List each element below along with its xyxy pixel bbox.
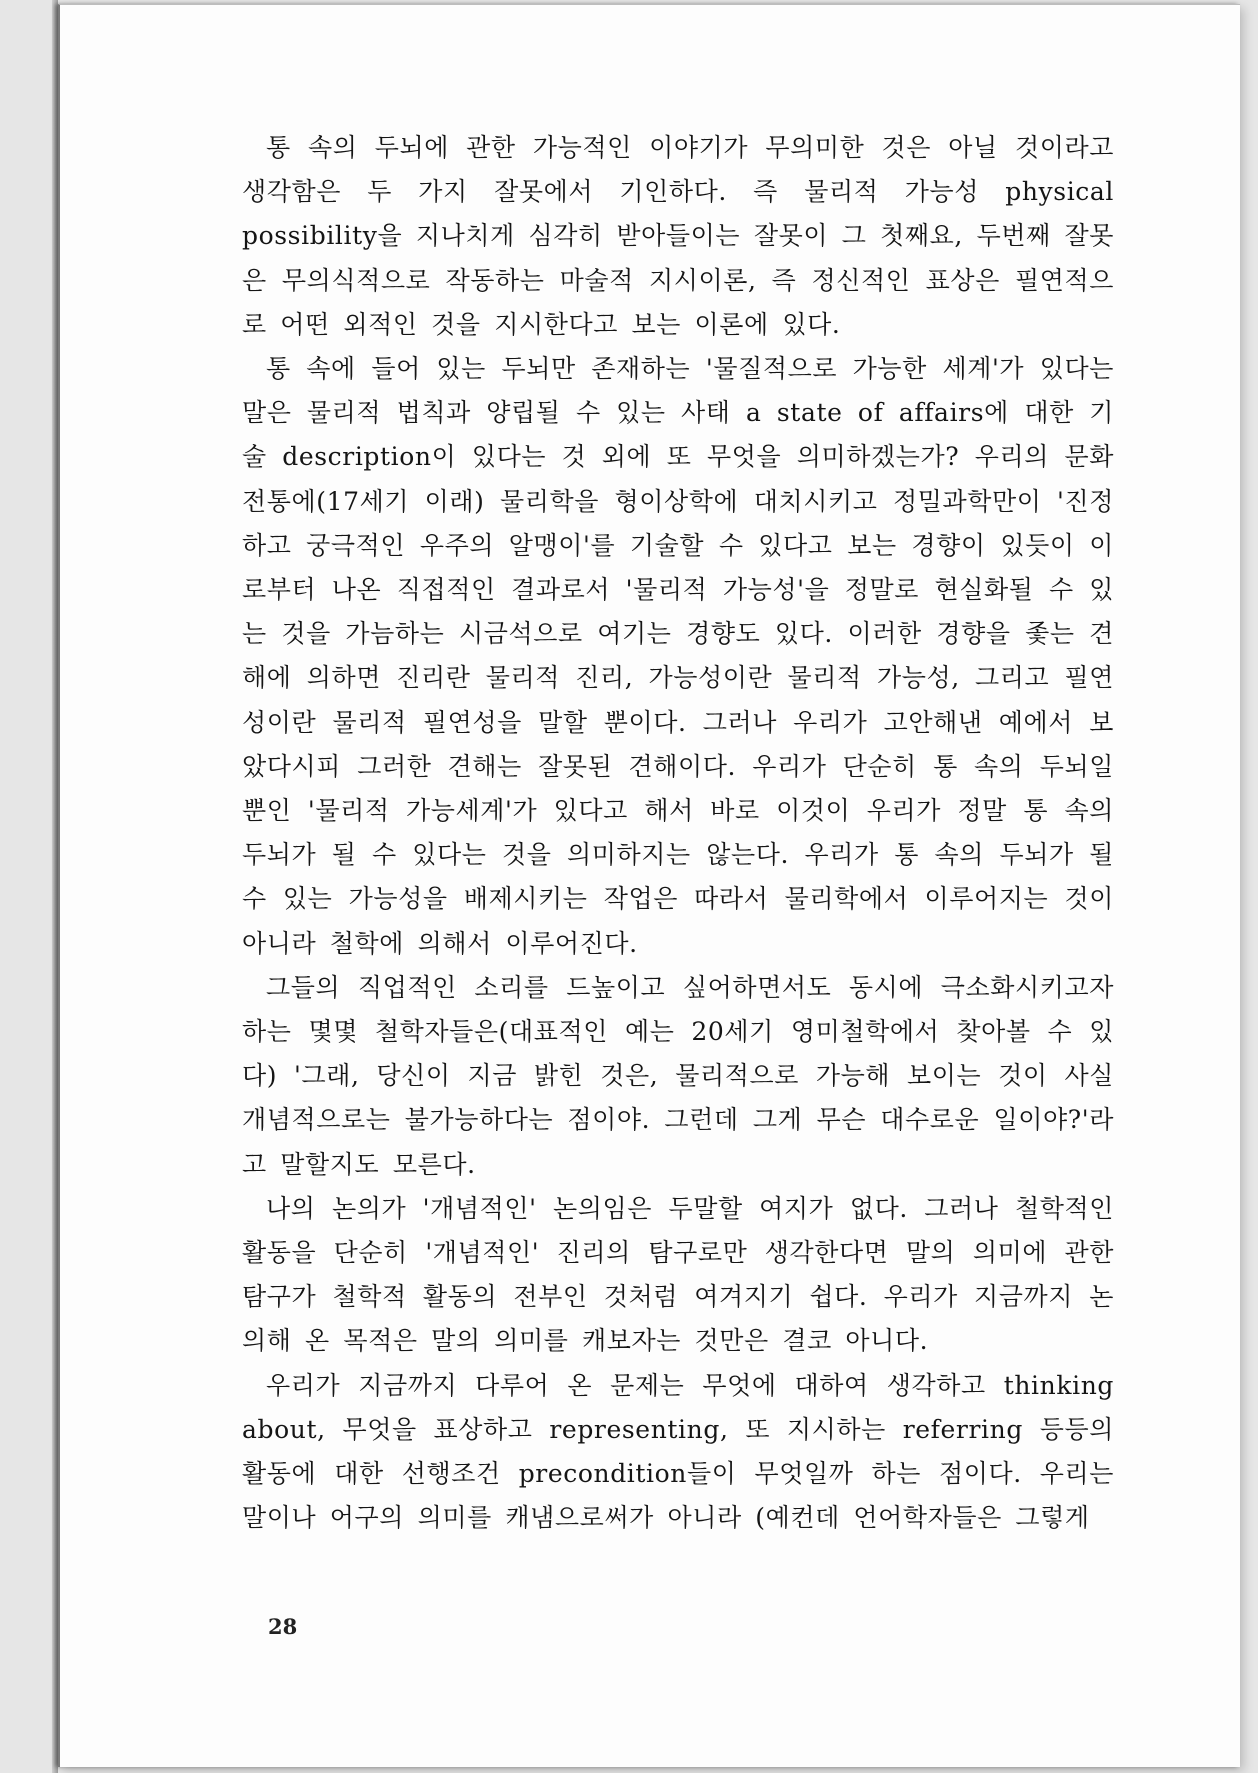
paragraph-5: 우리가 지금까지 다루어 온 문제는 무엇에 대하여 생각하고 thinking about, 무엇을 표상하고 representing, 또 지시하는 referring 등등의 활동에 대한 선행조건 precondition들이 무엇일까 하는 점이다. 우리는 말이나 어구의 의미를 캐냄으로써가 아니라 (예컨데 언어학자들은 그렇게 [242, 1370, 1114, 1533]
body-text [242, 126, 1114, 1541]
paragraph-1: 통 속의 두뇌에 관한 가능적인 이야기가 무의미한 것은 아닐 것이라고 생각함은 두 가지 잘못에서 기인하다. 즉 물리적 가능성 physical possibility을 지나치게 심각히 받아들이는 잘못이 그 첫째요, 두번째 잘못은 무의식적으로 작동하는 마술적 지시이론, 즉 정신적인 표상은 필연적으로 어떤 외적인 것을 지시한다고 보는 이론에 있다. [242, 133, 1114, 339]
paragraph-3: 그들의 직업적인 소리를 드높이고 싶어하면서도 동시에 극소화시키고자 하는 몇몇 철학자들은(대표적인 예는 20세기 영미철학에서 찾아볼 수 있다) '그래, 당신이 지금 밝힌 것은, 물리적으로 가능해 보이는 것이 사실 개념적으로는 불가능하다는 점이야. 그런데 그게 무슨 대수로운 일이야?'라고 말할지도 모른다. [242, 972, 1114, 1179]
paragraph-4: 나의 논의가 '개념적인' 논의임은 두말할 여지가 없다. 그러나 철학적인 활동을 단순히 '개념적인' 진리의 탐구로만 생각한다면 말의 의미에 관한 탐구가 철학적 활동의 전부인 것처럼 여겨지기 쉽다. 우리가 지금까지 논의해 온 목적은 말의 의미를 캐보자는 것만은 결코 아니다. [242, 1193, 1114, 1356]
paragraph-2: 통 속에 들어 있는 두뇌만 존재하는 '물질적으로 가능한 세계'가 있다는 말은 물리적 법칙과 양립될 수 있는 사태 a state of affairs에 대한 기술 description이 있다는 것 외에 또 무엇을 의미하겠는가? 우리의 문화전통에(17세기 이래) 물리학을 형이상학에 대치시키고 정밀과학만이 '진정하고 궁극적인 우주의 알맹이'를 기술할 수 있다고 보는 경향이 있듯이 이로부터 나온 직접적인 결과로서 '물리적 가능성'을 정말로 현실화될 수 있는 것을 가늠하는 시금석으로 여기는 경향도 있다. 이러한 경향을 좇는 견해에 의하면 진리란 물리적 진리, 가능성이란 물리적 가능성, 그리고 필연성이란 물리적 필연성을 말할 뿐이다. 그러나 우리가 고안해낸 예에서 보았다시피 그러한 견해는 잘못된 견해이다. 우리가 단순히 통 속의 두뇌일 뿐인 '물리적 가능세계'가 있다고 해서 바로 이것이 우리가 정말 통 속의 두뇌가 될 수 있다는 것을 의미하지는 않는다. 우리가 통 속의 두뇌가 될 수 있는 가능성을 배제시키는 작업은 따라서 물리학에서 이루어지는 것이 아니라 철학에 의해서 이루어진다. [242, 354, 1114, 958]
page-number: 28 [268, 1614, 298, 1639]
